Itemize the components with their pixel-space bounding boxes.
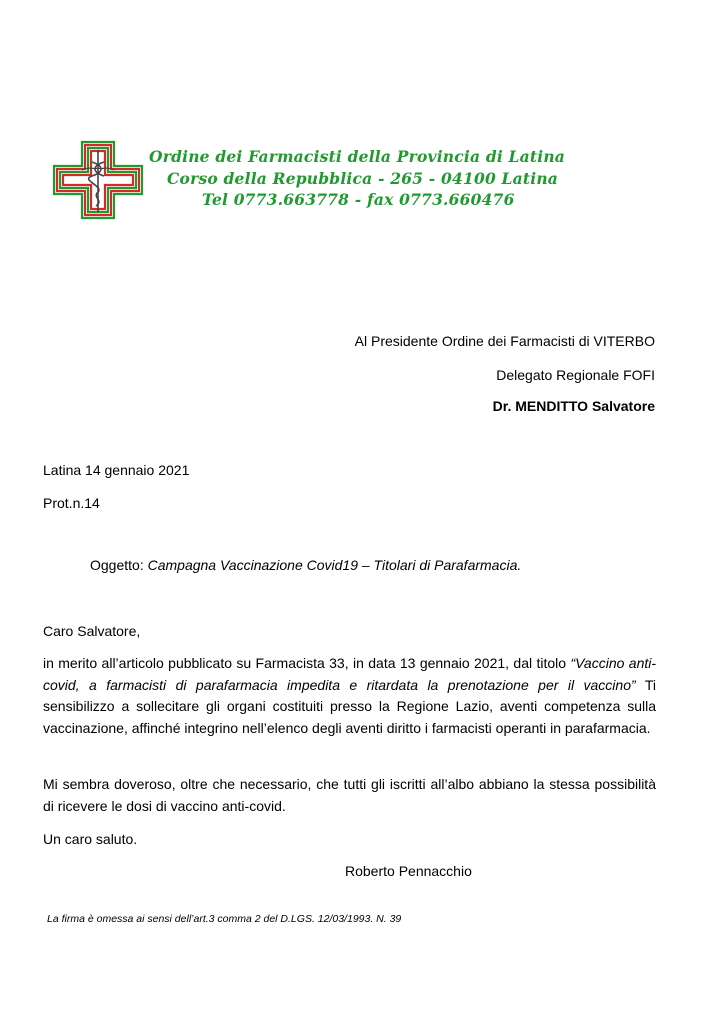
paragraph-1-intro: in merito all’articolo pubblicato su Farmacista 33, in data 13 gennaio 2021, dal titolo <box>43 655 567 671</box>
body-paragraph-2: Mi sembra doveroso, oltre che necessario, che tutti gli iscritti all’albo abbiano la stessa possibilità di ricevere le dosi di vaccino anti-covid. <box>43 776 656 814</box>
recipient-line-2: Delegato Regionale FOFI <box>496 367 655 383</box>
subject-label: Oggetto: <box>90 557 144 573</box>
article-title-quote: “Vaccino anti-covid, a farmacisti di parafarmacia impedita e ritardata la prenotazione per il vaccino” <box>43 655 657 693</box>
letterhead-organization: Ordine dei Farmacisti della Provincia di Latina <box>149 147 566 166</box>
subject-line <box>90 557 521 573</box>
salutation: Caro Salvatore, <box>43 623 141 639</box>
protocol-number: Prot.n.14 <box>43 495 100 511</box>
signature-footnote: La firma è omessa ai sensi dell’art.3 comma 2 del D.LGS. 12/03/1993. N. 39 <box>47 913 402 925</box>
signature-name: Roberto Pennacchio <box>345 863 472 879</box>
pharmacy-cross-logo-icon <box>52 140 144 220</box>
closing: Un caro saluto. <box>43 831 138 847</box>
body-paragraph-1 <box>43 653 656 739</box>
paragraph-1-request: Ti sensibilizzo a sollecitare gli organi costituiti presso la Regione Lazio, aventi competenza sulla vaccinazione, affinché integrino nell’elenco degli aventi diritto i farmacisti operanti in parafarmacia. <box>43 676 657 736</box>
letterhead-address: Corso della Repubblica - 265 - 04100 Latina <box>167 169 559 188</box>
recipient-name: Dr. MENDITTO Salvatore <box>492 398 655 414</box>
subject-text: Campagna Vaccinazione Covid19 – Titolari di Parafarmacia. <box>147 557 522 573</box>
letter-date: Latina 14 gennaio 2021 <box>43 462 190 478</box>
letterhead-contacts: Tel 0773.663778 - fax 0773.660476 <box>202 190 515 209</box>
recipient-line-1: Al Presidente Ordine dei Farmacisti di VITERBO <box>354 333 655 349</box>
